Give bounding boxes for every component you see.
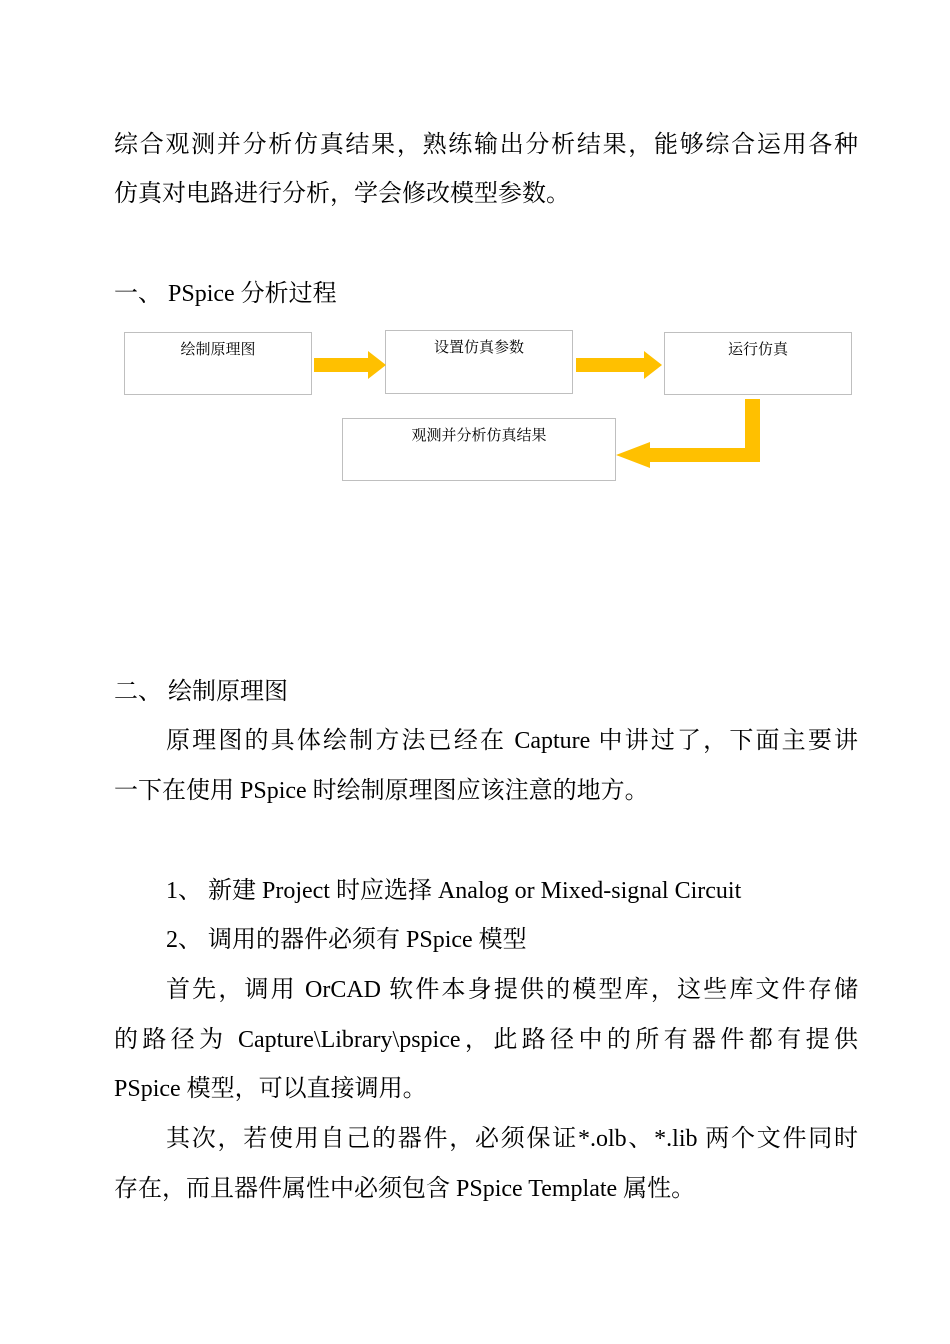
flow-step-observe-results: 观测并分析仿真结果 <box>342 418 616 481</box>
list-item-1: 1、 新建 Project 时应选择 Analog or Mixed-signal Circuit <box>166 878 742 904</box>
arrow-right-1 <box>314 351 386 379</box>
intro-line-2: 仿真对电路进行分析，学会修改模型参数。 <box>114 181 570 207</box>
intro-line-1: 综合观测并分析仿真结果，熟练输出分析结果，能够综合运用各种 <box>114 132 858 158</box>
list-item-2: 2、 调用的器件必须有 PSpice 模型 <box>166 927 527 953</box>
flow-arrows <box>0 0 950 520</box>
arrow-right-2 <box>576 351 662 379</box>
section2-para1-line2: 一下在使用 PSpice 时绘制原理图应该注意的地方。 <box>114 778 649 804</box>
flow-step-set-sim-params: 设置仿真参数 <box>385 330 573 394</box>
flow-step-draw-schematic: 绘制原理图 <box>124 332 312 395</box>
section2-para3-line2: 存在，而且器件属性中必须包含 PSpice Template 属性。 <box>114 1176 696 1202</box>
section2-para2-line2: 的路径为 Capture\Library\pspice，此路径中的所有器件都有提供 <box>114 1027 858 1053</box>
section1-heading: 一、 PSpice 分析过程 <box>114 281 337 307</box>
flow-step-run-sim: 运行仿真 <box>664 332 852 395</box>
section2-para2-line3: PSpice 模型，可以直接调用。 <box>114 1076 427 1102</box>
section2-heading: 二、 绘制原理图 <box>114 679 288 705</box>
section2-para3-line1: 其次，若使用自己的器件，必须保证*.olb、*.lib 两个文件同时 <box>166 1126 858 1152</box>
arrow-elbow-down-left <box>616 399 760 468</box>
section2-para1-line1: 原理图的具体绘制方法已经在 Capture 中讲过了，下面主要讲 <box>166 728 858 754</box>
section2-para2-line1: 首先，调用 OrCAD 软件本身提供的模型库，这些库文件存储 <box>166 977 858 1003</box>
